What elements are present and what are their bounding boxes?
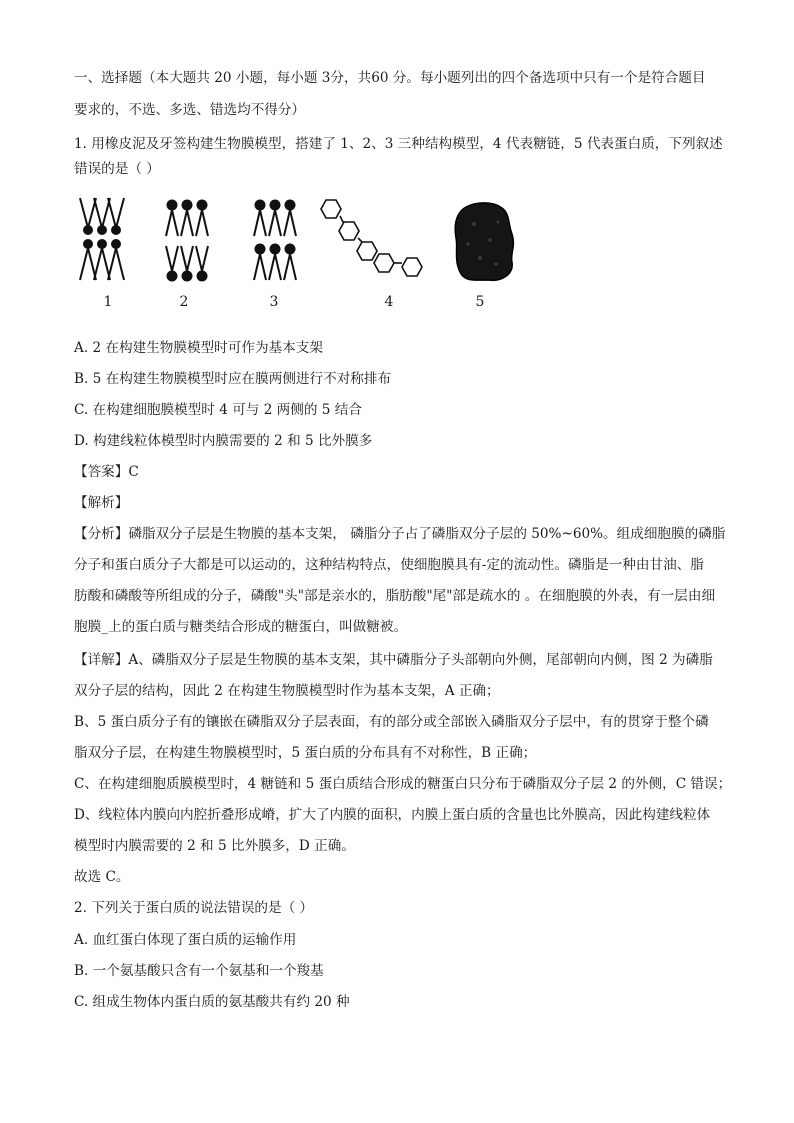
q1-stem-line2: 错误的是（ ）	[74, 161, 160, 177]
q2-option-b: B. 一个氨基酸只含有一个氨基和一个羧基	[74, 963, 324, 979]
figure-label-4: 4	[384, 294, 394, 310]
q1-analysis-line: 【分析】磷脂双分子层是生物膜的基本支架， 磷脂分子占了磷脂双分子层的 50%~60%。组成细胞膜的磷脂	[74, 526, 726, 542]
figure-label-1: 1	[103, 294, 113, 310]
q2-option-a: A. 血红蛋白体现了蛋白质的运输作用	[74, 932, 297, 948]
figure-model-3	[250, 196, 302, 286]
q1-detail-line: 【详解】A、磷脂双分子层是生物膜的基本支架，其中磷脂分子头部朝向外侧，尾部朝向内侧，图 2 为磷脂	[74, 652, 713, 668]
figure-label-2: 2	[179, 294, 189, 310]
figure-model-2	[162, 196, 214, 286]
figure-label-3: 3	[269, 294, 279, 310]
section-heading-line2: 要求的，不选、多选、错选均不得分）	[74, 102, 306, 118]
figure-model-4-sugar-chain	[314, 196, 434, 288]
q1-detail-line: B、5 蛋白质分子有的镶嵌在磷脂双分子层表面，有的部分或全部嵌入磷脂双分子层中，有的贯穿于整个磷	[74, 714, 709, 730]
q1-analysis-line: 胞膜_上的蛋白质与糖类结合形成的糖蛋白，叫做糖被。	[74, 619, 408, 635]
q2-stem: 2. 下列关于蛋白质的说法错误的是（ ）	[74, 900, 314, 916]
q1-analysis-line: 肪酸和磷酸等所组成的分子，磷酸"头"部是亲水的，脂肪酸"尾"部是疏水的 。在细胞膜的外表，有一层由细	[74, 588, 716, 604]
q2-option-c: C. 组成生物体内蛋白质的氨基酸共有约 20 种	[74, 994, 350, 1010]
section-heading-line1: 一、选择题（本大题共 20 小题，每小题 3分，共60 分。每小题列出的四个备选项中只有一个是符合题目	[74, 70, 706, 86]
q1-conclusion: 故选 C。	[74, 869, 130, 885]
q1-detail-line: 双分子层的结构，因此 2 在构建生物膜模型时作为基本支架，A 正确；	[74, 683, 500, 699]
figure-model-5-protein	[452, 200, 516, 286]
q1-option-a: A. 2 在构建生物膜模型时可作为基本支架	[74, 340, 323, 356]
q1-analysis-title: 【解析】	[74, 495, 129, 511]
q1-option-d: D. 构建线粒体模型时内膜需要的 2 和 5 比外膜多	[74, 433, 373, 449]
q1-answer: 【答案】C	[74, 464, 139, 480]
q1-detail-line: D、线粒体内膜向内腔折叠形成嵴，扩大了内膜的面积，内膜上蛋白质的含量也比外膜高，因此构建线粒体	[74, 807, 711, 823]
q1-option-b: B. 5 在构建生物膜模型时应在膜两侧进行不对称排布	[74, 371, 392, 387]
figure-label-5: 5	[475, 294, 485, 310]
q1-option-c: C. 在构建细胞膜模型时 4 可与 2 两侧的 5 结合	[74, 402, 362, 418]
q1-stem-line1: 1. 用橡皮泥及牙签构建生物膜模型，搭建了 1、2、3 三种结构模型，4 代表糖链，5 代表蛋白质，下列叙述	[74, 136, 723, 152]
figure-model-1	[76, 196, 132, 284]
q1-analysis-line: 分子和蛋白质分子大都是可以运动的，这种结构特点，使细胞膜具有-定的流动性。磷脂是一种由甘油、脂	[74, 557, 704, 573]
q1-detail-line: 模型时内膜需要的 2 和 5 比外膜多，D 正确。	[74, 838, 355, 854]
q1-detail-line: C、在构建细胞质膜模型时，4 糖链和 5 蛋白质结合形成的糖蛋白只分布于磷脂双分子层 2 的外侧，C 错误；	[74, 776, 732, 792]
q1-detail-line: 脂双分子层，在构建生物膜模型时，5 蛋白质的分布具有不对称性，B 正确；	[74, 745, 537, 761]
